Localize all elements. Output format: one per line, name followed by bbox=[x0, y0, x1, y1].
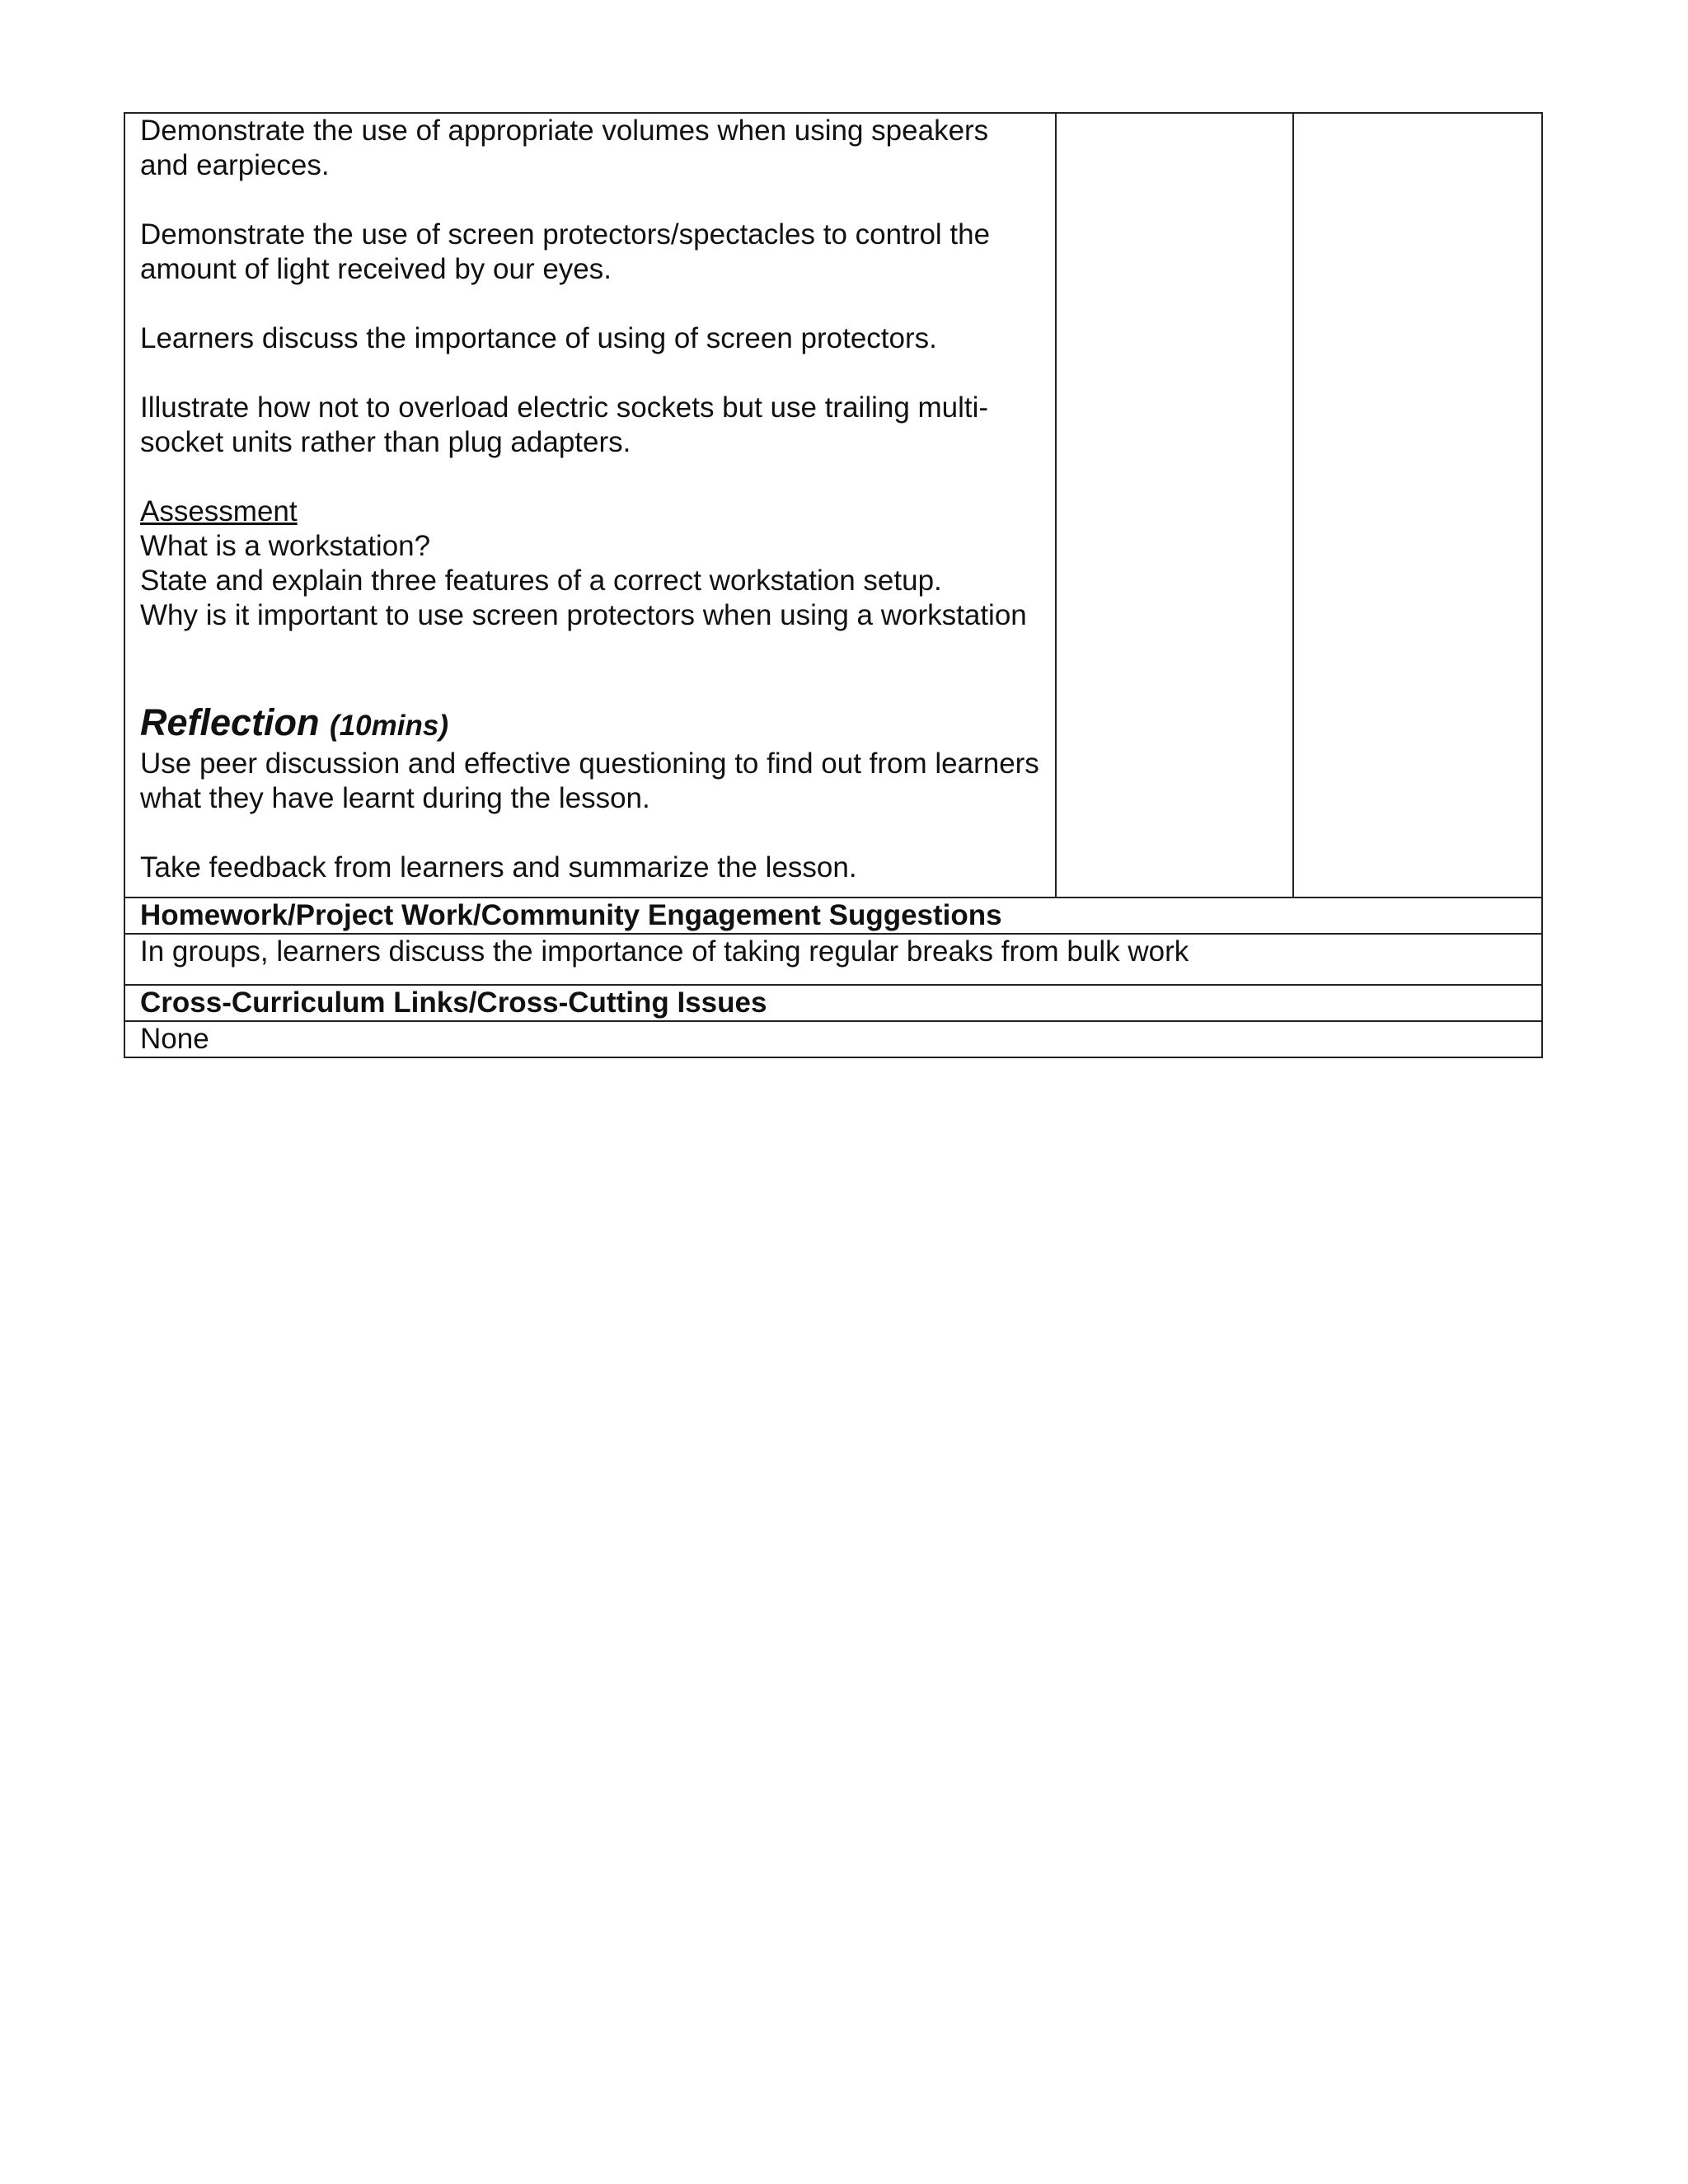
reflection-paragraph: Use peer discussion and effective questioning to find out from learners what they have learnt during the lesson. bbox=[140, 748, 1039, 814]
assessment-question: State and explain three features of a correct workstation setup. bbox=[140, 565, 942, 597]
cross-curriculum-text: None bbox=[124, 1021, 1542, 1057]
homework-body-row bbox=[124, 934, 1542, 985]
lesson-activities-row bbox=[124, 113, 1542, 898]
cross-curriculum-heading: Cross-Curriculum Links/Cross-Cutting Issues bbox=[124, 985, 1542, 1021]
reflection-heading bbox=[140, 702, 1040, 747]
assessment-block bbox=[140, 494, 1040, 633]
homework-heading-row bbox=[124, 898, 1542, 934]
assessment-question: Why is it important to use screen protectors when using a workstation bbox=[140, 599, 1027, 631]
reflection-title: Reflection bbox=[140, 701, 320, 743]
reflection-paragraph: Take feedback from learners and summarize the lesson. bbox=[140, 851, 857, 883]
activity-paragraph: Illustrate how not to overload electric sockets but use trailing multi-socket units rather than plug adapters. bbox=[140, 391, 989, 458]
assessment-title: Assessment bbox=[140, 495, 298, 527]
remarks-cell bbox=[1293, 113, 1542, 898]
cross-curriculum-body-row bbox=[124, 1021, 1542, 1057]
learner-activities-cell bbox=[124, 113, 1056, 898]
homework-heading: Homework/Project Work/Community Engagement Suggestions bbox=[124, 898, 1542, 934]
reflection-block bbox=[140, 702, 1040, 885]
homework-text: In groups, learners discuss the importance of taking regular breaks from bulk work bbox=[124, 934, 1542, 985]
resources-cell bbox=[1056, 113, 1293, 898]
activity-paragraph: Learners discuss the importance of using of screen protectors. bbox=[140, 322, 937, 354]
lesson-plan-table bbox=[124, 112, 1543, 1058]
assessment-question: What is a workstation? bbox=[140, 530, 431, 562]
activity-paragraph: Demonstrate the use of appropriate volumes when using speakers and earpieces. bbox=[140, 115, 989, 181]
cross-curriculum-heading-row bbox=[124, 985, 1542, 1021]
reflection-duration: (10mins) bbox=[330, 710, 448, 742]
activity-paragraph: Demonstrate the use of screen protectors/spectacles to control the amount of light received by our eyes. bbox=[140, 218, 991, 285]
